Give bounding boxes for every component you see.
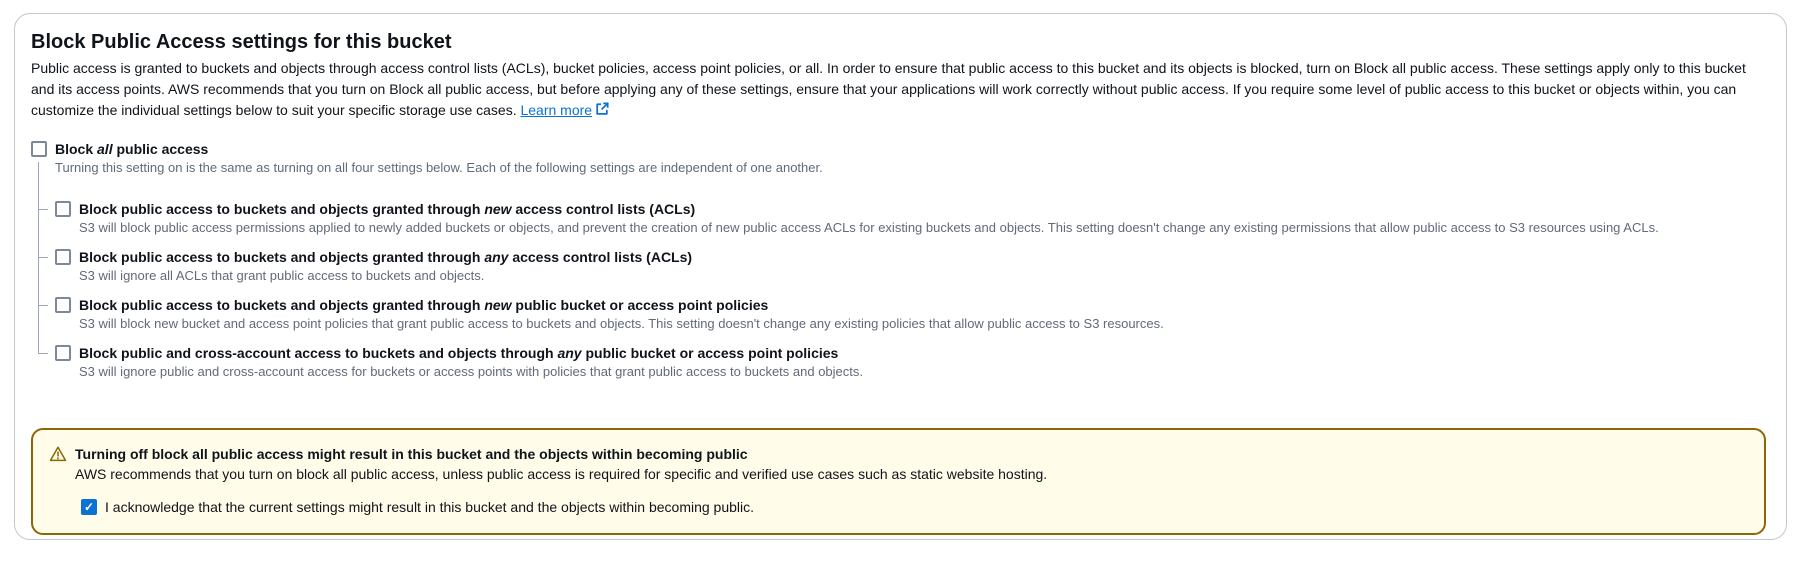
block-any-policies-label[interactable]: Block public and cross-account access to buckets and objects through any public bucket or access point policies bbox=[79, 345, 839, 361]
warning-alert bbox=[31, 428, 1766, 535]
acknowledge-row bbox=[81, 498, 1047, 517]
block-any-policies-checkbox[interactable] bbox=[55, 345, 71, 361]
block-any-acls-checkbox[interactable] bbox=[55, 249, 71, 265]
setting-row-any-acls bbox=[31, 248, 1766, 284]
panel-description bbox=[31, 58, 1766, 122]
block-public-access-settings bbox=[31, 140, 1766, 380]
block-new-acls-description: S3 will block public access permissions applied to newly added buckets or objects, and prevent the creation of new public access ACLs for existing buckets and objects. This setting doesn't change any existing permissions that allow public access to S3 resources using ACLs. bbox=[79, 220, 1659, 235]
block-any-acls-label[interactable]: Block public access to buckets and objects granted through any access control lists (ACLs) bbox=[79, 249, 693, 265]
setting-row-any-policies bbox=[31, 344, 1766, 380]
block-all-description: Turning this setting on is the same as turning on all four settings below. Each of the following settings are independent of one another. bbox=[31, 160, 1766, 176]
warning-content bbox=[75, 444, 1047, 517]
block-new-policies-description: S3 will block new bucket and access point policies that grant public access to buckets and objects. This setting doesn't change any existing policies that allow public access to S3 resources. bbox=[79, 316, 1164, 331]
block-new-acls-label[interactable]: Block public access to buckets and objects granted through new access control lists (ACLs) bbox=[79, 201, 696, 217]
block-any-policies-description: S3 will ignore public and cross-account access for buckets or access points with policies that grant public access to buckets and objects. bbox=[79, 364, 864, 379]
warning-body: AWS recommends that you turn on block all public access, unless public access is required for specific and verified use cases such as static website hosting. bbox=[75, 466, 1048, 482]
block-any-acls-description: S3 will ignore all ACLs that grant public access to buckets and objects. bbox=[79, 268, 485, 283]
checkmark-icon: ✓ bbox=[83, 500, 95, 514]
panel-description-text: Public access is granted to buckets and objects through access control lists (ACLs), bucket policies, access point policies, or all. In order to ensure that public access to this bucket and its objects is blocked, turn on Block all public access. These settings apply only to this bucket and its access points. AWS recommends that you turn on Block all public access, but before applying any of these settings, ensure that your applications will work correctly without public access. If you require some level of public access to this bucket or objects within, you can customize the individual settings below to suit your specific storage use cases. bbox=[31, 60, 1746, 118]
block-public-access-panel bbox=[14, 13, 1787, 540]
warning-triangle-icon bbox=[49, 445, 67, 463]
learn-more-link[interactable]: Learn more bbox=[520, 102, 609, 118]
warning-title: Turning off block all public access might result in this bucket and the objects within becoming public bbox=[75, 446, 748, 462]
block-new-policies-checkbox[interactable] bbox=[55, 297, 71, 313]
acknowledge-checkbox[interactable] bbox=[81, 499, 97, 515]
block-all-row bbox=[31, 140, 1766, 158]
external-link-icon[interactable] bbox=[595, 101, 609, 122]
block-all-public-access-checkbox[interactable] bbox=[31, 141, 47, 157]
block-new-policies-label[interactable]: Block public access to buckets and objects granted through new public bucket or access point policies bbox=[79, 297, 769, 313]
settings-tree bbox=[31, 160, 1766, 380]
panel-title: Block Public Access settings for this bucket bbox=[31, 31, 452, 53]
setting-row-new-policies bbox=[31, 296, 1766, 332]
acknowledge-label[interactable]: I acknowledge that the current settings might result in this bucket and the objects within becoming public. bbox=[105, 499, 755, 515]
block-new-acls-checkbox[interactable] bbox=[55, 201, 71, 217]
setting-row-new-acls bbox=[31, 200, 1766, 236]
block-all-public-access-label[interactable]: Block all public access bbox=[55, 141, 209, 157]
